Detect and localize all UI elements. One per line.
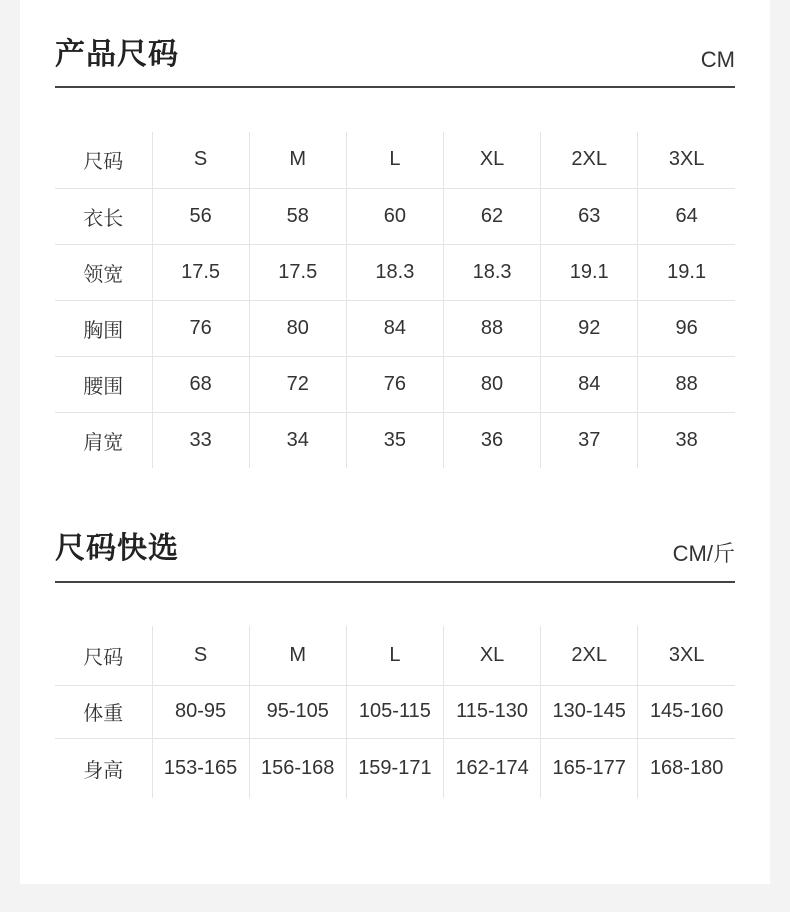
table-header-row — [55, 626, 735, 685]
table-cell: 72 — [249, 356, 346, 412]
table-cell: 56 — [152, 188, 249, 244]
table-cell: 18.3 — [443, 244, 540, 300]
product-size-divider — [55, 86, 735, 88]
table-cell: 18.3 — [346, 244, 443, 300]
table-cell: 64 — [638, 188, 735, 244]
row-label: 胸围 — [55, 300, 152, 356]
header-cell: L — [346, 132, 443, 188]
row-label: 领宽 — [55, 244, 152, 300]
table-cell: 37 — [541, 412, 638, 468]
header-cell: S — [152, 132, 249, 188]
header-cell: XL — [443, 626, 540, 685]
product-size-table — [55, 132, 735, 468]
table-cell: 62 — [443, 188, 540, 244]
table-row — [55, 300, 735, 356]
table-cell: 19.1 — [541, 244, 638, 300]
table-cell: 17.5 — [152, 244, 249, 300]
row-label: 衣长 — [55, 188, 152, 244]
table-cell: 153-165 — [152, 738, 249, 798]
table-cell: 159-171 — [346, 738, 443, 798]
header-cell: 3XL — [638, 626, 735, 685]
table-cell: 92 — [541, 300, 638, 356]
table-cell: 34 — [249, 412, 346, 468]
table-cell: 156-168 — [249, 738, 346, 798]
header-cell: 尺码 — [83, 151, 124, 174]
product-size-title: 产品尺码 — [55, 38, 179, 71]
size-chart-card — [20, 0, 770, 884]
header-cell: 尺码 — [83, 646, 124, 669]
header-cell: M — [249, 132, 346, 188]
table-cell: 19.1 — [638, 244, 735, 300]
table-cell: 84 — [541, 356, 638, 412]
quick-size-header — [55, 532, 735, 568]
row-label: 肩宽 — [55, 412, 152, 468]
table-row — [55, 412, 735, 468]
table-cell: 162-174 — [443, 738, 540, 798]
header-cell: S — [152, 626, 249, 685]
table-cell: 17.5 — [249, 244, 346, 300]
quick-size-title: 尺码快选 — [55, 532, 179, 565]
table-cell: 35 — [346, 412, 443, 468]
row-label: 腰围 — [55, 356, 152, 412]
table-cell: 88 — [443, 300, 540, 356]
table-cell: 58 — [249, 188, 346, 244]
row-label: 身高 — [55, 738, 152, 798]
product-size-unit: CM — [700, 47, 735, 72]
table-row — [55, 685, 735, 738]
table-cell: 76 — [152, 300, 249, 356]
table-row — [55, 188, 735, 244]
table-cell: 96 — [638, 300, 735, 356]
table-cell: 80-95 — [152, 685, 249, 738]
table-cell: 33 — [152, 412, 249, 468]
table-cell: 38 — [638, 412, 735, 468]
header-cell: 2XL — [541, 626, 638, 685]
table-row — [55, 356, 735, 412]
quick-size-table — [55, 626, 735, 798]
table-cell: 80 — [249, 300, 346, 356]
quick-size-divider — [55, 581, 735, 583]
header-cell: 2XL — [541, 132, 638, 188]
table-cell: 95-105 — [249, 685, 346, 738]
table-cell: 84 — [346, 300, 443, 356]
header-cell: M — [249, 626, 346, 685]
table-cell: 165-177 — [541, 738, 638, 798]
table-cell: 63 — [541, 188, 638, 244]
table-cell: 105-115 — [346, 685, 443, 738]
table-cell: 68 — [152, 356, 249, 412]
table-header-row — [55, 132, 735, 188]
product-size-header — [55, 38, 735, 74]
header-cell: 3XL — [638, 132, 735, 188]
table-cell: 36 — [443, 412, 540, 468]
table-cell: 60 — [346, 188, 443, 244]
table-cell: 80 — [443, 356, 540, 412]
table-cell: 115-130 — [443, 685, 540, 738]
table-cell: 145-160 — [638, 685, 735, 738]
quick-size-unit: CM/斤 — [672, 541, 735, 566]
row-label: 体重 — [55, 685, 152, 738]
table-cell: 76 — [346, 356, 443, 412]
table-cell: 130-145 — [541, 685, 638, 738]
table-row — [55, 738, 735, 798]
table-cell: 168-180 — [638, 738, 735, 798]
table-row — [55, 244, 735, 300]
table-cell: 88 — [638, 356, 735, 412]
header-cell: XL — [443, 132, 540, 188]
header-cell: L — [346, 626, 443, 685]
